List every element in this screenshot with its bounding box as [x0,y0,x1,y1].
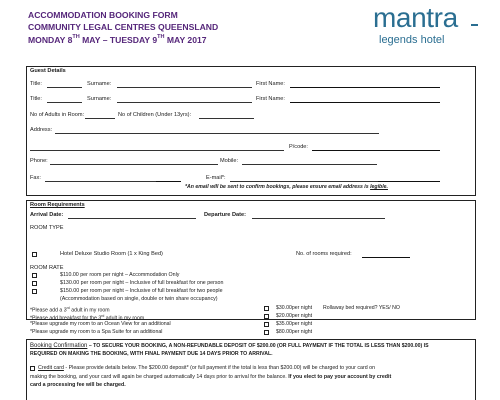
extra-breakfast-checkbox[interactable] [264,314,269,319]
form-title: ACCOMMODATION BOOKING FORM [28,10,178,20]
children-label: No of Children (Under 13yrs): [118,112,192,118]
title-field[interactable] [47,87,82,88]
credit-card-checkbox[interactable] [30,366,35,371]
surname-field[interactable] [117,87,252,88]
first-name-label: First Name: [256,81,285,87]
extra-ocean-view: *Please upgrade my room to an Ocean View for an additional [30,321,171,327]
guest-details-heading: Guest Details [30,68,66,74]
postcode-field[interactable] [312,150,440,151]
fax-field[interactable] [45,181,169,182]
extra-third-adult-checkbox[interactable] [264,306,269,311]
extra-ocean-view-price: $35.00per night [276,321,313,327]
organization-name: COMMUNITY LEGAL CENTRES QUEENSLAND [28,22,219,33]
title-label-2: Title: [30,96,42,102]
address-field[interactable] [55,133,379,134]
rate-note: (Accommodation based on single, double or twin share occupancy) [60,296,218,302]
email-field[interactable] [230,181,378,182]
logo-subtitle: legends hotel [379,34,445,46]
credit-card-text-1: Credit card - Please provide details below. The $200.00 deposit* (or full payment if the total is less than $200.00) will be charged to your card on [38,365,376,371]
surname-field-2[interactable] [117,102,252,103]
adults-label: No of Adults in Room: [30,112,85,118]
extra-breakfast: *Please add breakfast for the 3rd adult in my room [30,314,145,322]
extra-ocean-view-checkbox[interactable] [264,322,269,327]
rate-option-3: $150.00 per room per night – Inclusive of full breakfast for two people [60,288,223,294]
room-rate-heading: ROOM RATE [30,265,64,271]
room-requirements-heading: Room Requirements [30,202,85,208]
extra-third-adult: *Please add a 3rd adult in my room [30,306,110,314]
extra-third-adult-price: $30.00per night [276,305,313,311]
children-field[interactable] [199,118,254,119]
departure-date-label: Departure Date: [204,212,246,218]
logo-dash [471,24,478,26]
mobile-field[interactable] [242,164,377,165]
first-name-field[interactable] [290,87,440,88]
room-type-option: Hotel Deluxe Studio Room (1 x King Bed) [60,251,163,257]
room-type-checkbox[interactable] [32,252,37,257]
room-type-heading: ROOM TYPE [30,225,64,231]
rate-checkbox-2[interactable] [32,281,37,286]
extra-spa-suite: *Please upgrade my room to a Spa Suite for an additional [30,329,163,335]
booking-confirmation-text-1: Booking Confirmation – TO SECURE YOUR BOOKING, A NON-REFUNDABLE DEPOSIT OF $200.00 (OR FULL PAYMENT IF THE TOTAL IS LESS THAN $200.00) IS [30,343,429,349]
email-note: *An email will be sent to confirm bookings, please ensure email address is legible. [185,184,388,190]
email-label: E-mail*: [206,175,226,181]
title-field-2[interactable] [47,102,82,103]
phone-label: Phone: [30,158,48,164]
mobile-label: Mobile: [220,158,239,164]
credit-card-text-3: card a processing fee will be charged. [30,382,126,388]
rooms-required-field[interactable] [362,257,410,258]
arrival-date-label: Arrival Date: [30,212,64,218]
first-name-field-2[interactable] [290,102,440,103]
mantra-logo [373,2,473,52]
extra-spa-suite-checkbox[interactable] [264,330,269,335]
logo-wordmark: mantra [373,2,458,33]
credit-card-label: Credit card [38,365,64,371]
phone-field[interactable] [50,164,218,165]
fax-label: Fax: [30,175,41,181]
rooms-required-label: No. of rooms required: [296,251,352,257]
credit-card-text-2: making the booking, and your card will again be charged automatically 14 days prior to arrival for the balance. If you elect to pay your account by credit [30,374,392,380]
rate-option-2: $130.00 per room per night – Inclusive of full breakfast for one person [60,280,224,286]
rate-option-1: $110.00 per room per night – Accommodation Only [60,272,180,278]
email-field-end [378,181,440,182]
rollaway-question: Rollaway bed required? YES/ NO [323,305,400,311]
extra-spa-suite-price: $80.00per night [276,329,313,335]
form-header [28,9,218,46]
rate-checkbox-3[interactable] [32,289,37,294]
address-label: Address: [30,127,53,133]
booking-confirmation-text-2: REQUIRED ON MAKING THE BOOKING, WITH FINAL PAYMENT DUE 14 DAYS PRIOR TO ARRIVAL. [30,351,273,357]
adults-field[interactable] [85,118,115,119]
surname-label-2: Surname: [87,96,112,102]
first-name-label-2: First Name: [256,96,285,102]
title-label: Title: [30,81,42,87]
rate-checkbox-1[interactable] [32,273,37,278]
event-dates: MONDAY 8TH MAY – TUESDAY 9TH MAY 2017 [28,33,207,45]
fax-field-end [156,181,181,182]
extra-breakfast-price: $20.00per night [276,313,313,319]
arrival-date-field[interactable] [68,218,196,219]
booking-confirmation-heading: Booking Confirmation [30,343,88,349]
postcode-label: P/code: [289,144,308,150]
surname-label: Surname: [87,81,112,87]
departure-date-field[interactable] [252,218,385,219]
address-field-line-2[interactable] [30,150,284,151]
